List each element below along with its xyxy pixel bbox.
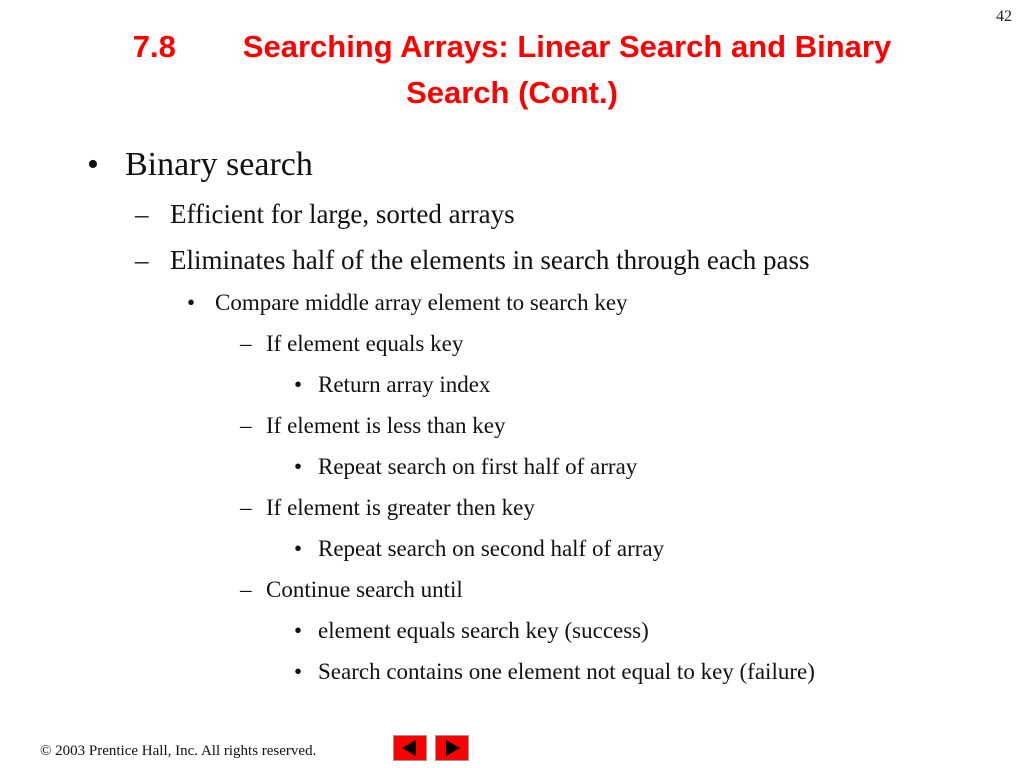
bullet-item [87, 146, 313, 184]
dash-marker: – [240, 331, 252, 356]
bullet-marker: • [294, 659, 303, 684]
bullet-text: Eliminates half of the elements in search through each pass [170, 245, 810, 275]
dash-marker: – [135, 245, 149, 275]
bullet-marker: • [294, 372, 303, 397]
bullet-marker: • [294, 536, 303, 561]
right-arrow-icon [436, 736, 468, 760]
bullet-text: element equals search key (success) [318, 618, 649, 643]
bullet-item [294, 454, 637, 480]
bullet-text: Continue search until [266, 577, 463, 602]
next-slide-button[interactable] [435, 735, 469, 761]
bullet-marker: • [187, 290, 196, 315]
left-arrow-icon [394, 736, 426, 760]
bullet-item [240, 495, 535, 521]
previous-slide-button[interactable] [393, 735, 427, 761]
bullet-text: If element is less than key [266, 413, 506, 438]
dash-marker: – [240, 577, 252, 602]
bullet-text: If element is greater then key [266, 495, 535, 520]
title-line-2: Search (Cont.) [406, 75, 618, 110]
section-number: 7.8 [132, 29, 176, 64]
dash-marker: – [135, 199, 149, 229]
dash-marker: – [240, 495, 252, 520]
bullet-item [294, 536, 664, 562]
bullet-text: If element equals key [266, 331, 464, 356]
bullet-item [294, 659, 815, 685]
bullet-item [187, 290, 628, 316]
bullet-item [135, 245, 810, 276]
bullet-item [240, 577, 463, 603]
bullet-text: Compare middle array element to search key [215, 290, 628, 315]
bullet-marker: • [294, 618, 303, 643]
title-line-1: Searching Arrays: Linear Search and Binary [242, 29, 892, 64]
bullet-text: Repeat search on second half of array [318, 536, 665, 561]
slide-number: 42 [996, 8, 1012, 25]
bullet-text: Return array index [318, 372, 491, 397]
bullet-text: Binary search [125, 146, 313, 183]
bullet-item [240, 331, 463, 357]
copyright-footer: © 2003 Prentice Hall, Inc. All rights reserved. [40, 743, 317, 759]
bullet-text: Efficient for large, sorted arrays [170, 199, 515, 229]
bullet-marker: • [87, 146, 99, 183]
bullet-marker: • [294, 454, 303, 479]
bullet-item [294, 618, 649, 644]
dash-marker: – [240, 413, 252, 438]
bullet-item [294, 372, 490, 398]
bullet-text: Search contains one element not equal to key (failure) [318, 659, 815, 684]
bullet-text: Repeat search on first half of array [318, 454, 638, 479]
bullet-item [135, 199, 515, 230]
bullet-item [240, 413, 506, 439]
